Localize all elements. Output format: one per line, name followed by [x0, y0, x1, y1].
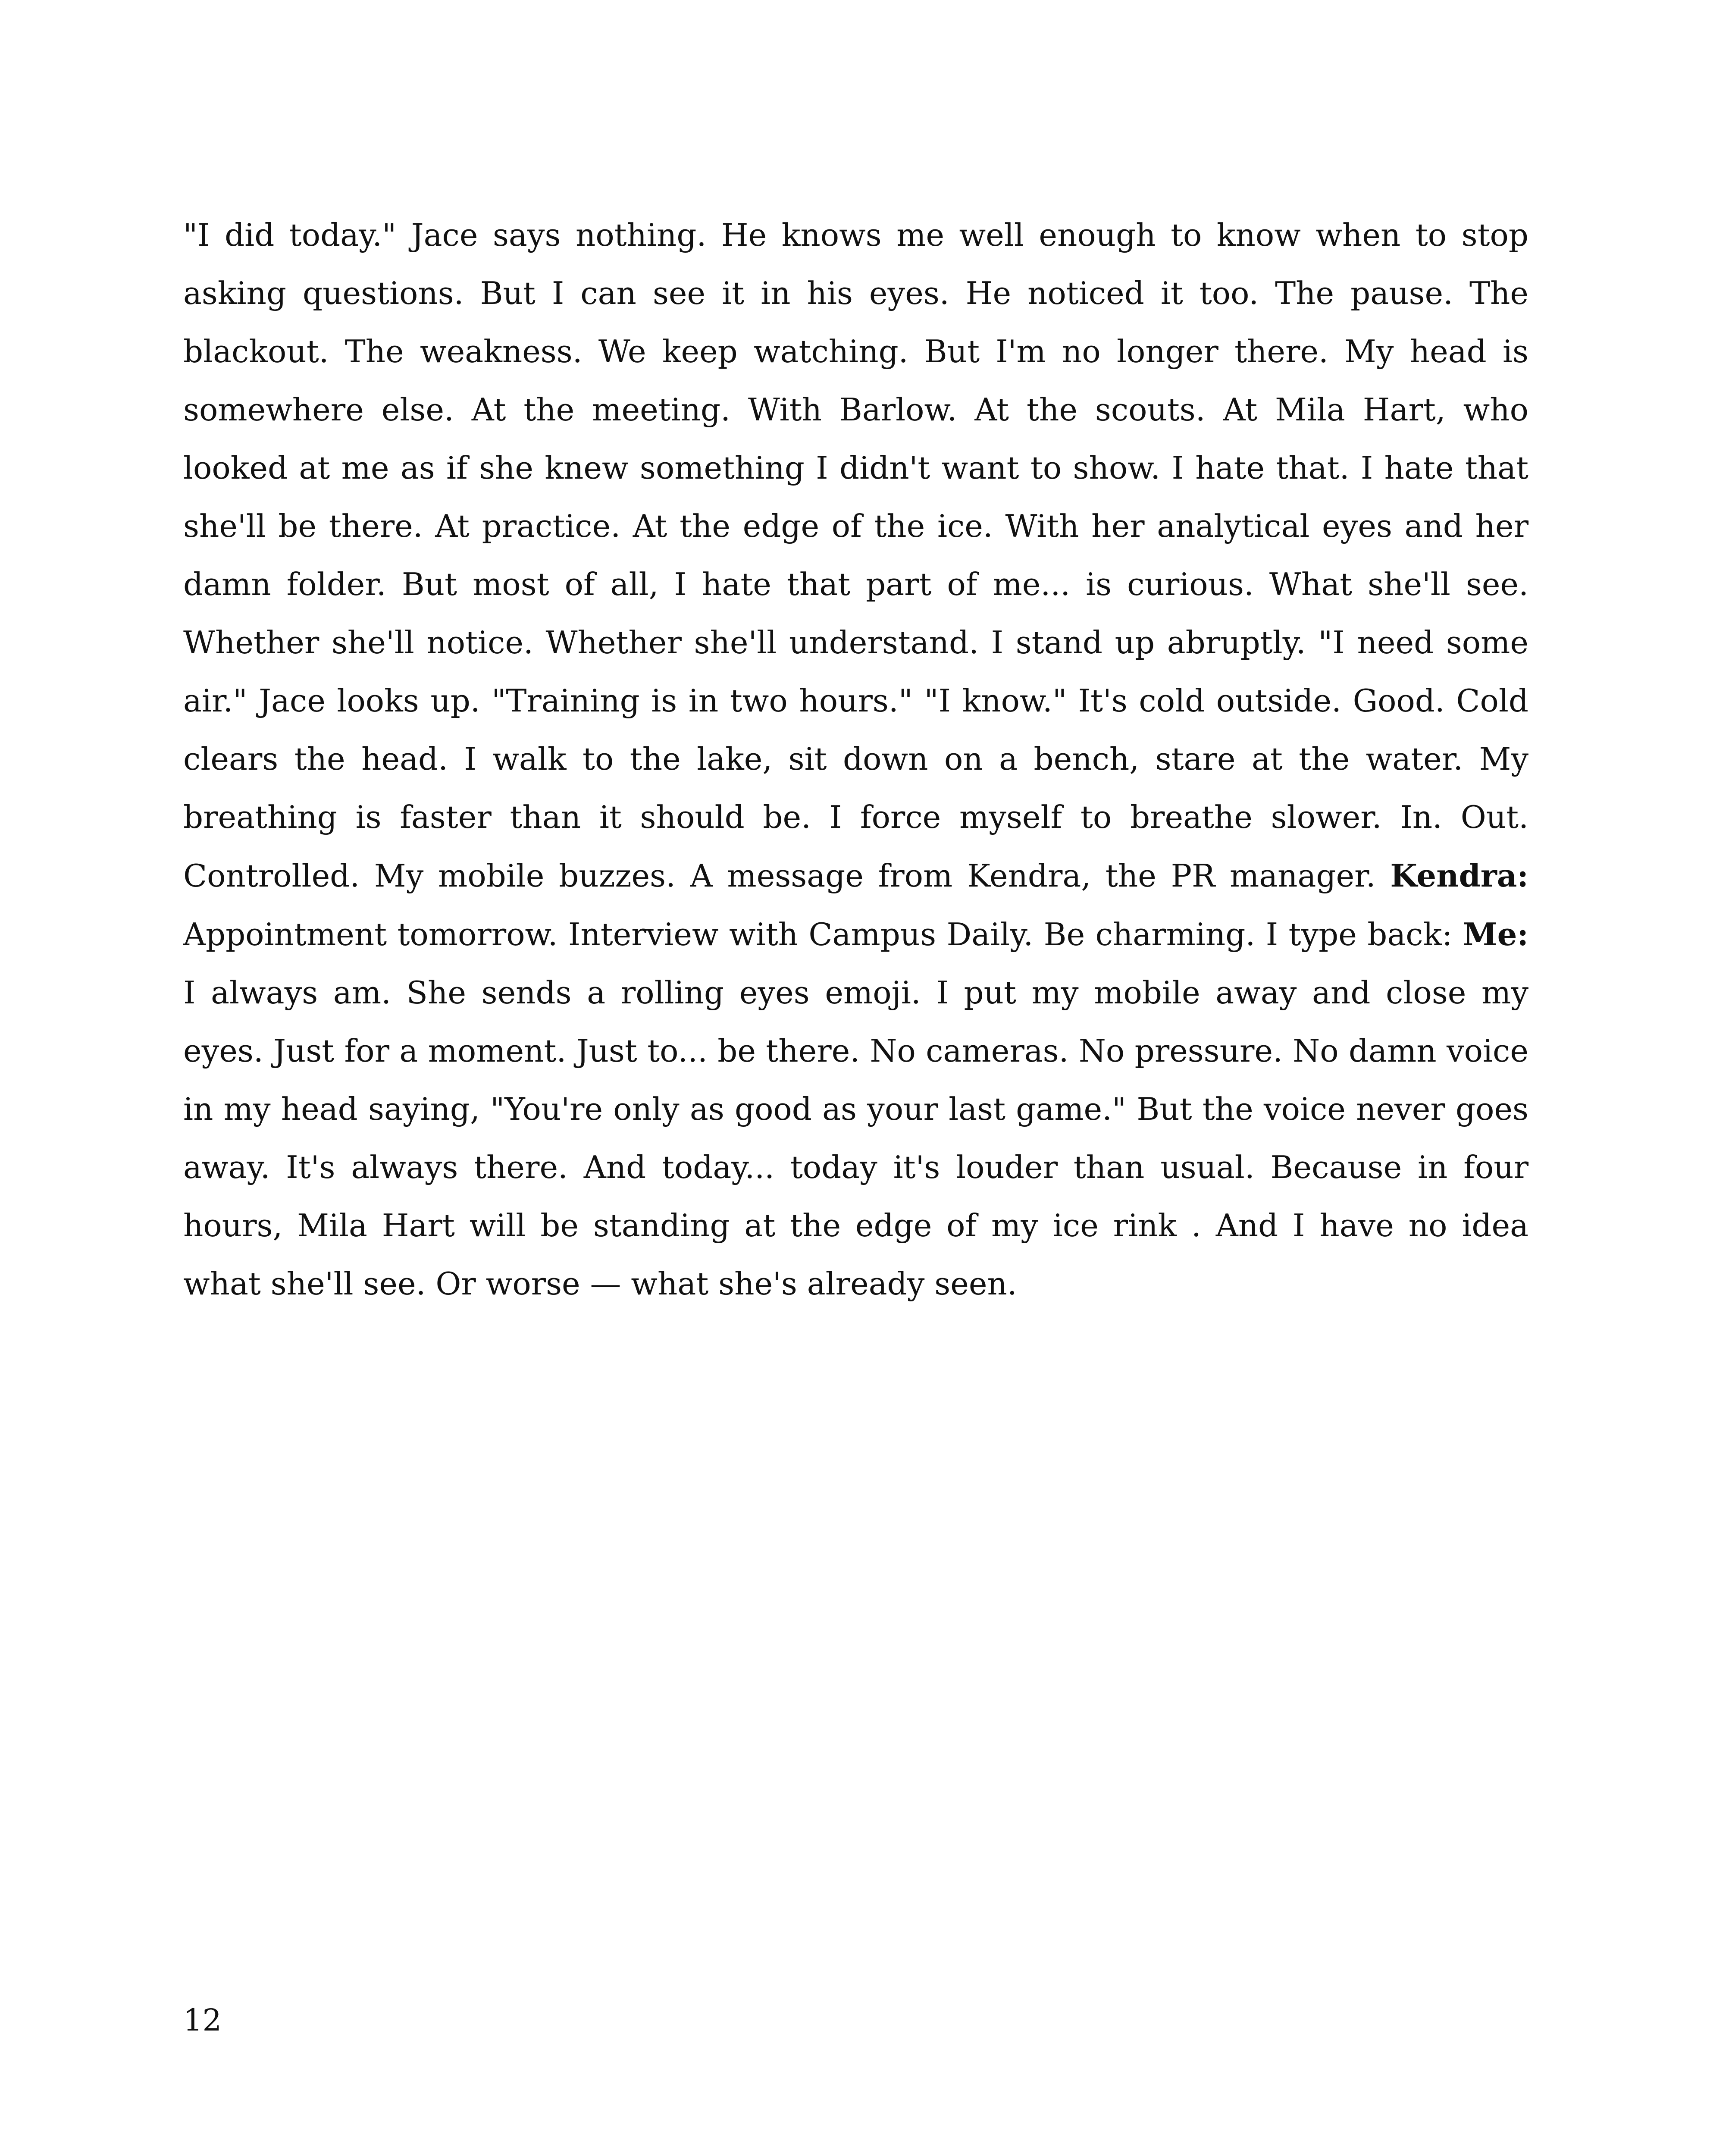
me-speaker-label: Me:: [1463, 916, 1529, 953]
page-number: 12: [183, 2002, 222, 2038]
body-paragraph: [183, 206, 1528, 1313]
kendra-speaker-label: Kendra:: [1390, 857, 1528, 894]
narrative-text-2: I always am. She sends a rolling eyes emoji. I put my mobile away and close my eyes. Just for a moment. Just to... be there. No cameras. No pressure. No damn voice in my head saying, "You're only as good as your last game." But the voice never goes away. It's always there. And today... today it's louder than usual. Because in four hours, Mila Hart will be standing at the edge of my ice rink . And I have no idea what she'll see. Or worse — what she's already seen.: [183, 975, 1528, 1302]
narrative-text-1: "I did today." Jace says nothing. He knows me well enough to know when to stop asking questions. But I can see it in his eyes. He noticed it too. The pause. The blackout. The weakness. We keep watching. But I'm no longer there. My head is somewhere else. At the meeting. With Barlow. At the scouts. At Mila Hart, who looked at me as if she knew something I didn't want to show. I hate that. I hate that she'll be there. At practice. At the edge of the ice. With her analytical eyes and her damn folder. But most of all, I hate that part of me... is curious. What she'll see. Whether she'll notice. Whether she'll understand. I stand up abruptly. "I need some air." Jace looks up. "Training is in two hours." "I know." It's cold outside. Good. Cold clears the head. I walk to the lake, sit down on a bench, stare at the water. My breathing is faster than it should be. I force myself to breathe slower. In. Out. Controlled. My mobile buzzes. A message from Kendra, the PR manager.: [183, 217, 1528, 894]
kendra-message-text: Appointment tomorrow. Interview with Campus Daily. Be charming. I type back:: [183, 916, 1453, 953]
